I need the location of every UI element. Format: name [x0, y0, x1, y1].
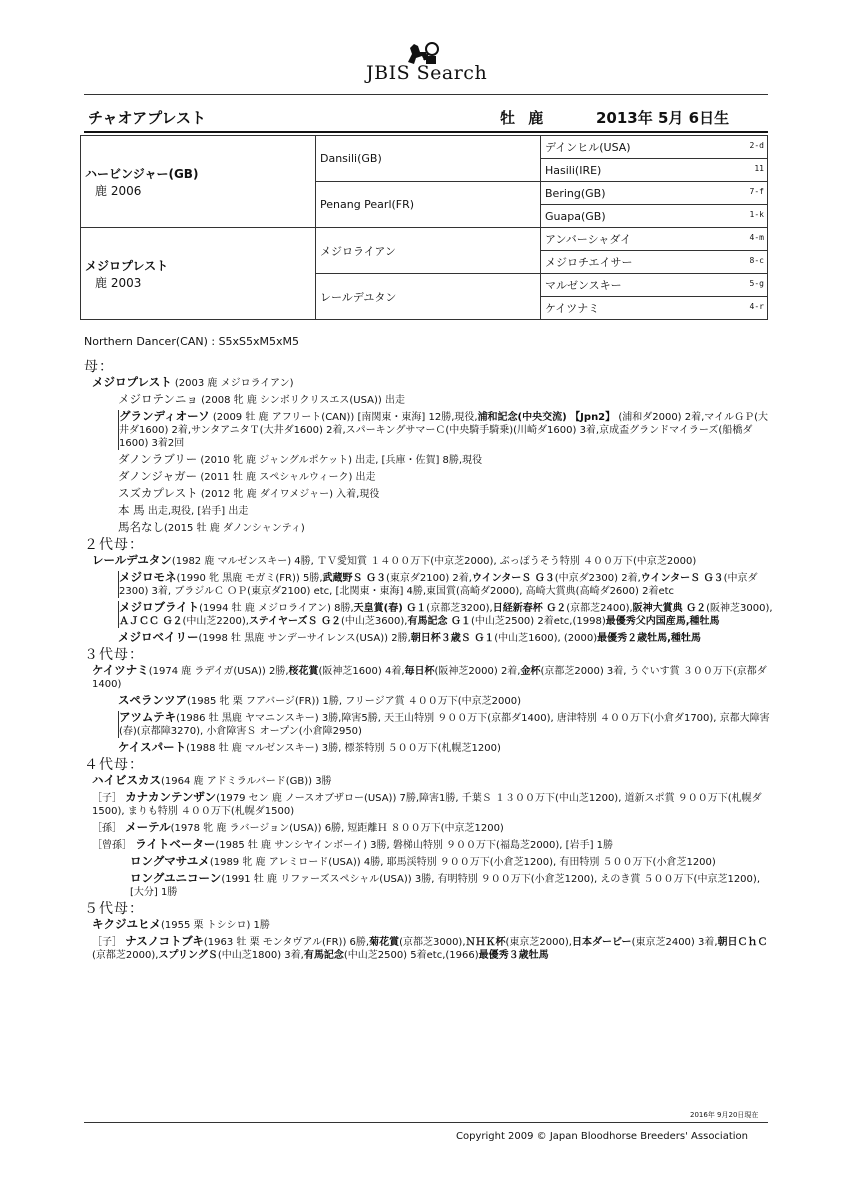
logo-text: JBIS Search — [366, 62, 488, 84]
g3-cell — [541, 274, 768, 297]
family-number: 11 — [754, 164, 764, 173]
g3-cell — [541, 205, 768, 228]
footer-rule — [84, 1122, 768, 1123]
family-number: 2-d — [749, 141, 764, 150]
sire-sire-cell: Dansili(GB) — [316, 136, 541, 182]
family-number: 8-c — [749, 256, 764, 265]
family-number: 4-m — [749, 233, 764, 242]
family-number: 1-k — [749, 210, 764, 219]
record-entry: ハイビスカス(1964 鹿 アドミラルバード(GB)) 3勝 — [92, 773, 332, 787]
g3-cell — [541, 136, 768, 159]
dam-info: 鹿 2003 — [95, 275, 142, 290]
g3-cell — [541, 251, 768, 274]
family-records — [84, 357, 774, 965]
record-entry: ロングマサユメ(1989 牝 鹿 アレミロード(USA)) 4勝, 耶馬渓特別 ９００万下(小倉芝1200), 有田特別 ５００万下(小倉芝1200) — [130, 854, 716, 868]
g3-cell — [541, 228, 768, 251]
record-entry: メジロモネ(1990 牝 黒鹿 モガミ(FR)) 5勝,武蔵野Ｓ Ｇ３(東京ダ2100) 2着,ウインターＳ Ｇ３(中京ダ2300) 2着,ウインターＳ Ｇ３(中京ダ2300) 3着, ブラジルＣ ＯＰ(東京ダ2100) etc, [北関東・東海] 4勝,東国賞(高崎ダ2000), 高崎大賞典(高崎ダ2600) 2着etc — [118, 571, 774, 598]
record-entry: グランディオーソ (2009 牡 鹿 アフリート(CAN)) [南関東・東海] 12勝,現役,浦和記念(中央交流) 【Jpn2】 (浦和ダ2000) 2着,マイルＧＰ(大井ダ1600) 2着,サンタアニタＴ(大井ダ1600) 2着,スパーキングサマーＣ(中央騎手騎乗)(川崎ダ1600) 3着,京成盃グランドマイラーズ(船橋ダ1600) 3着2回 — [118, 410, 774, 450]
pedigree-table — [80, 135, 768, 320]
family-number: 5-g — [749, 279, 764, 288]
g3-cell — [541, 297, 768, 320]
birth-date: 2013年 5月 6日生 — [596, 109, 730, 127]
g3-name: Bering(GB) — [545, 186, 606, 200]
section-dam: 母： — [84, 359, 114, 375]
record-entry: アツムテキ(1986 牡 黒鹿 ヤマニンスキー) 3勝,障害5勝, 天王山特別 ９００万下(京都ダ1400), 唐津特別 ４００万下(小倉ダ1700), 京都大障害(春)(京都障3270), 小倉障害Ｓ オープン(小倉障2950) — [118, 711, 774, 738]
record-entry: ［曾孫］ ライトベーター(1985 牡 鹿 サンシヤインボーイ) 3勝, 磐梯山特別 ９００万下(福島芝2000), [岩手] 1勝 — [92, 837, 614, 851]
record-entry: ケイツナミ(1974 鹿 ラデイガ(USA)) 2勝,桜花賞(阪神芝1600) 4着,毎日杯(阪神芝2000) 2着,金杯(京都芝2000) 3着, うぐいす賞 ３００万下(京都ダ1400) — [92, 663, 767, 690]
g3-name: アンバーシャダイ — [545, 233, 632, 246]
section-g3: ３代母： — [84, 647, 144, 663]
record-entry: 馬名なし(2015 牡 鹿 ダノンシャンティ) — [118, 520, 305, 534]
dam-dam-cell: レールデユタン — [316, 274, 541, 320]
g3-name: デインヒル(USA) — [545, 141, 631, 154]
section-g5: ５代母： — [84, 901, 144, 917]
family-number: 7-f — [749, 187, 764, 196]
copyright: Copyright 2009 © Japan Bloodhorse Breeders' Association — [456, 1131, 748, 1142]
dam-name: メジロプレスト — [85, 258, 169, 273]
record-entry: キクジユヒメ(1955 栗 トシシロ) 1勝 — [92, 917, 270, 931]
g3-name: メジロチエイサー — [545, 256, 633, 269]
record-entry: メジロブライト(1994 牡 鹿 メジロライアン) 8勝,天皇賞(春) Ｇ１(京都芝3200),日経新春杯 Ｇ２(京都芝2400),阪神大賞典 Ｇ２(阪神芝3000),ＡＪＣＣ Ｇ２(中山芝2200),ステイヤーズＳ Ｇ２(中山芝3600),有馬記念 Ｇ１(中山芝2500) 2着etc,(1998)最優秀父内国産馬,種牡馬 — [119, 600, 773, 627]
record-entry: スズカプレスト (2012 牝 鹿 ダイワメジャー) 入着,現役 — [118, 486, 380, 500]
g3-name: マルゼンスキー — [545, 279, 622, 292]
record-entry: ［子］ ナスノコトブキ(1963 牡 栗 モンタヴアル(FR)) 6勝,菊花賞(京都芝3000),ＮＨＫ杯(東京芝2000),日本ダービー(東京芝2400) 3着,朝日ＣｈＣ(京都芝2000),スプリングＳ(中山芝1800) 3着,有馬記念(中山芝2500) 5着etc,(1966)最優秀３歳牡馬 — [92, 934, 768, 961]
g3-name: Guapa(GB) — [545, 209, 606, 223]
sire-cell — [81, 136, 316, 228]
dam-cell — [81, 228, 316, 320]
record-entry: レールデユタン(1982 鹿 マルゼンスキー) 4勝, ＴＶ愛知賞 １４００万下(中京芝2000), ぶっぽうそう特別 ４００万下(中京芝2000) — [92, 553, 697, 567]
g3-cell — [541, 159, 768, 182]
record-entry: ダノンジャガー (2011 牡 鹿 スペシャルウィーク) 出走 — [118, 469, 376, 483]
section-g2: ２代母： — [84, 537, 144, 553]
record-entry: ［孫］ メーテル(1978 牝 鹿 ラバージョン(USA)) 6勝, 短距離Ｈ ８００万下(中京芝1200) — [92, 820, 504, 834]
inbreeding-note: Northern Dancer(CAN) : S5xS5xM5xM5 — [84, 335, 300, 348]
record-entry: メジロテンニョ (2008 牝 鹿 シンボリクリスエス(USA)) 出走 — [118, 392, 405, 406]
family-number: 4-r — [749, 302, 764, 311]
header-rule — [84, 94, 768, 95]
record-entry: 本 馬 出走,現役, [岩手] 出走 — [118, 503, 249, 517]
sex-color: 牡 鹿 — [500, 109, 548, 127]
title-rule — [84, 131, 768, 133]
g3-name: ケイツナミ — [545, 302, 600, 315]
record-entry: メジロプレスト (2003 鹿 メジロライアン) — [92, 375, 294, 389]
as-of-date: 2016年 9月20日現在 — [690, 1111, 759, 1119]
record-entry: ケイスパート(1988 牡 鹿 マルゼンスキー) 3勝, 標茶特別 ５００万下(札幌芝1200) — [118, 740, 501, 754]
sire-name: ハービンジャー(GB) — [85, 166, 199, 181]
record-entry: メジロベイリー(1998 牡 黒鹿 サンデーサイレンス(USA)) 2勝,朝日杯３歳Ｓ Ｇ１(中山芝1600), (2000)最優秀２歳牡馬,種牡馬 — [118, 630, 701, 644]
sire-info: 鹿 2006 — [95, 183, 142, 198]
record-entry: ロングユニコーン(1991 牡 鹿 リファーズスペシャル(USA)) 3勝, 有明特別 ９００万下(小倉芝1200), えのき賞 ５００万下(中京芝1200), [大分] 1勝 — [130, 871, 760, 898]
sire-dam-cell: Penang Pearl(FR) — [316, 182, 541, 228]
record-entry: ［子］ カナカンテンザン(1979 セン 鹿 ノースオブザロー(USA)) 7勝,障害1勝, 千葉Ｓ １３００万下(中山芝1200), 道新スポ賞 ９００万下(札幌ダ1500), まりも特別 ４００万下(札幌ダ1500) — [92, 790, 762, 817]
record-entry: スペランツア(1985 牝 栗 フアバージ(FR)) 1勝, フリージア賞 ４００万下(中京芝2000) — [118, 693, 522, 707]
dam-sire-cell: メジロライアン — [316, 228, 541, 274]
section-g4: ４代母： — [84, 757, 144, 773]
g3-name: Hasili(IRE) — [545, 163, 602, 177]
jbis-logo — [360, 40, 500, 88]
record-entry: ダノンラブリー (2010 牝 鹿 ジャングルポケット) 出走, [兵庫・佐賀] 8勝,現役 — [118, 452, 483, 466]
horse-name: チャオアプレスト — [88, 109, 207, 127]
g3-cell — [541, 182, 768, 205]
